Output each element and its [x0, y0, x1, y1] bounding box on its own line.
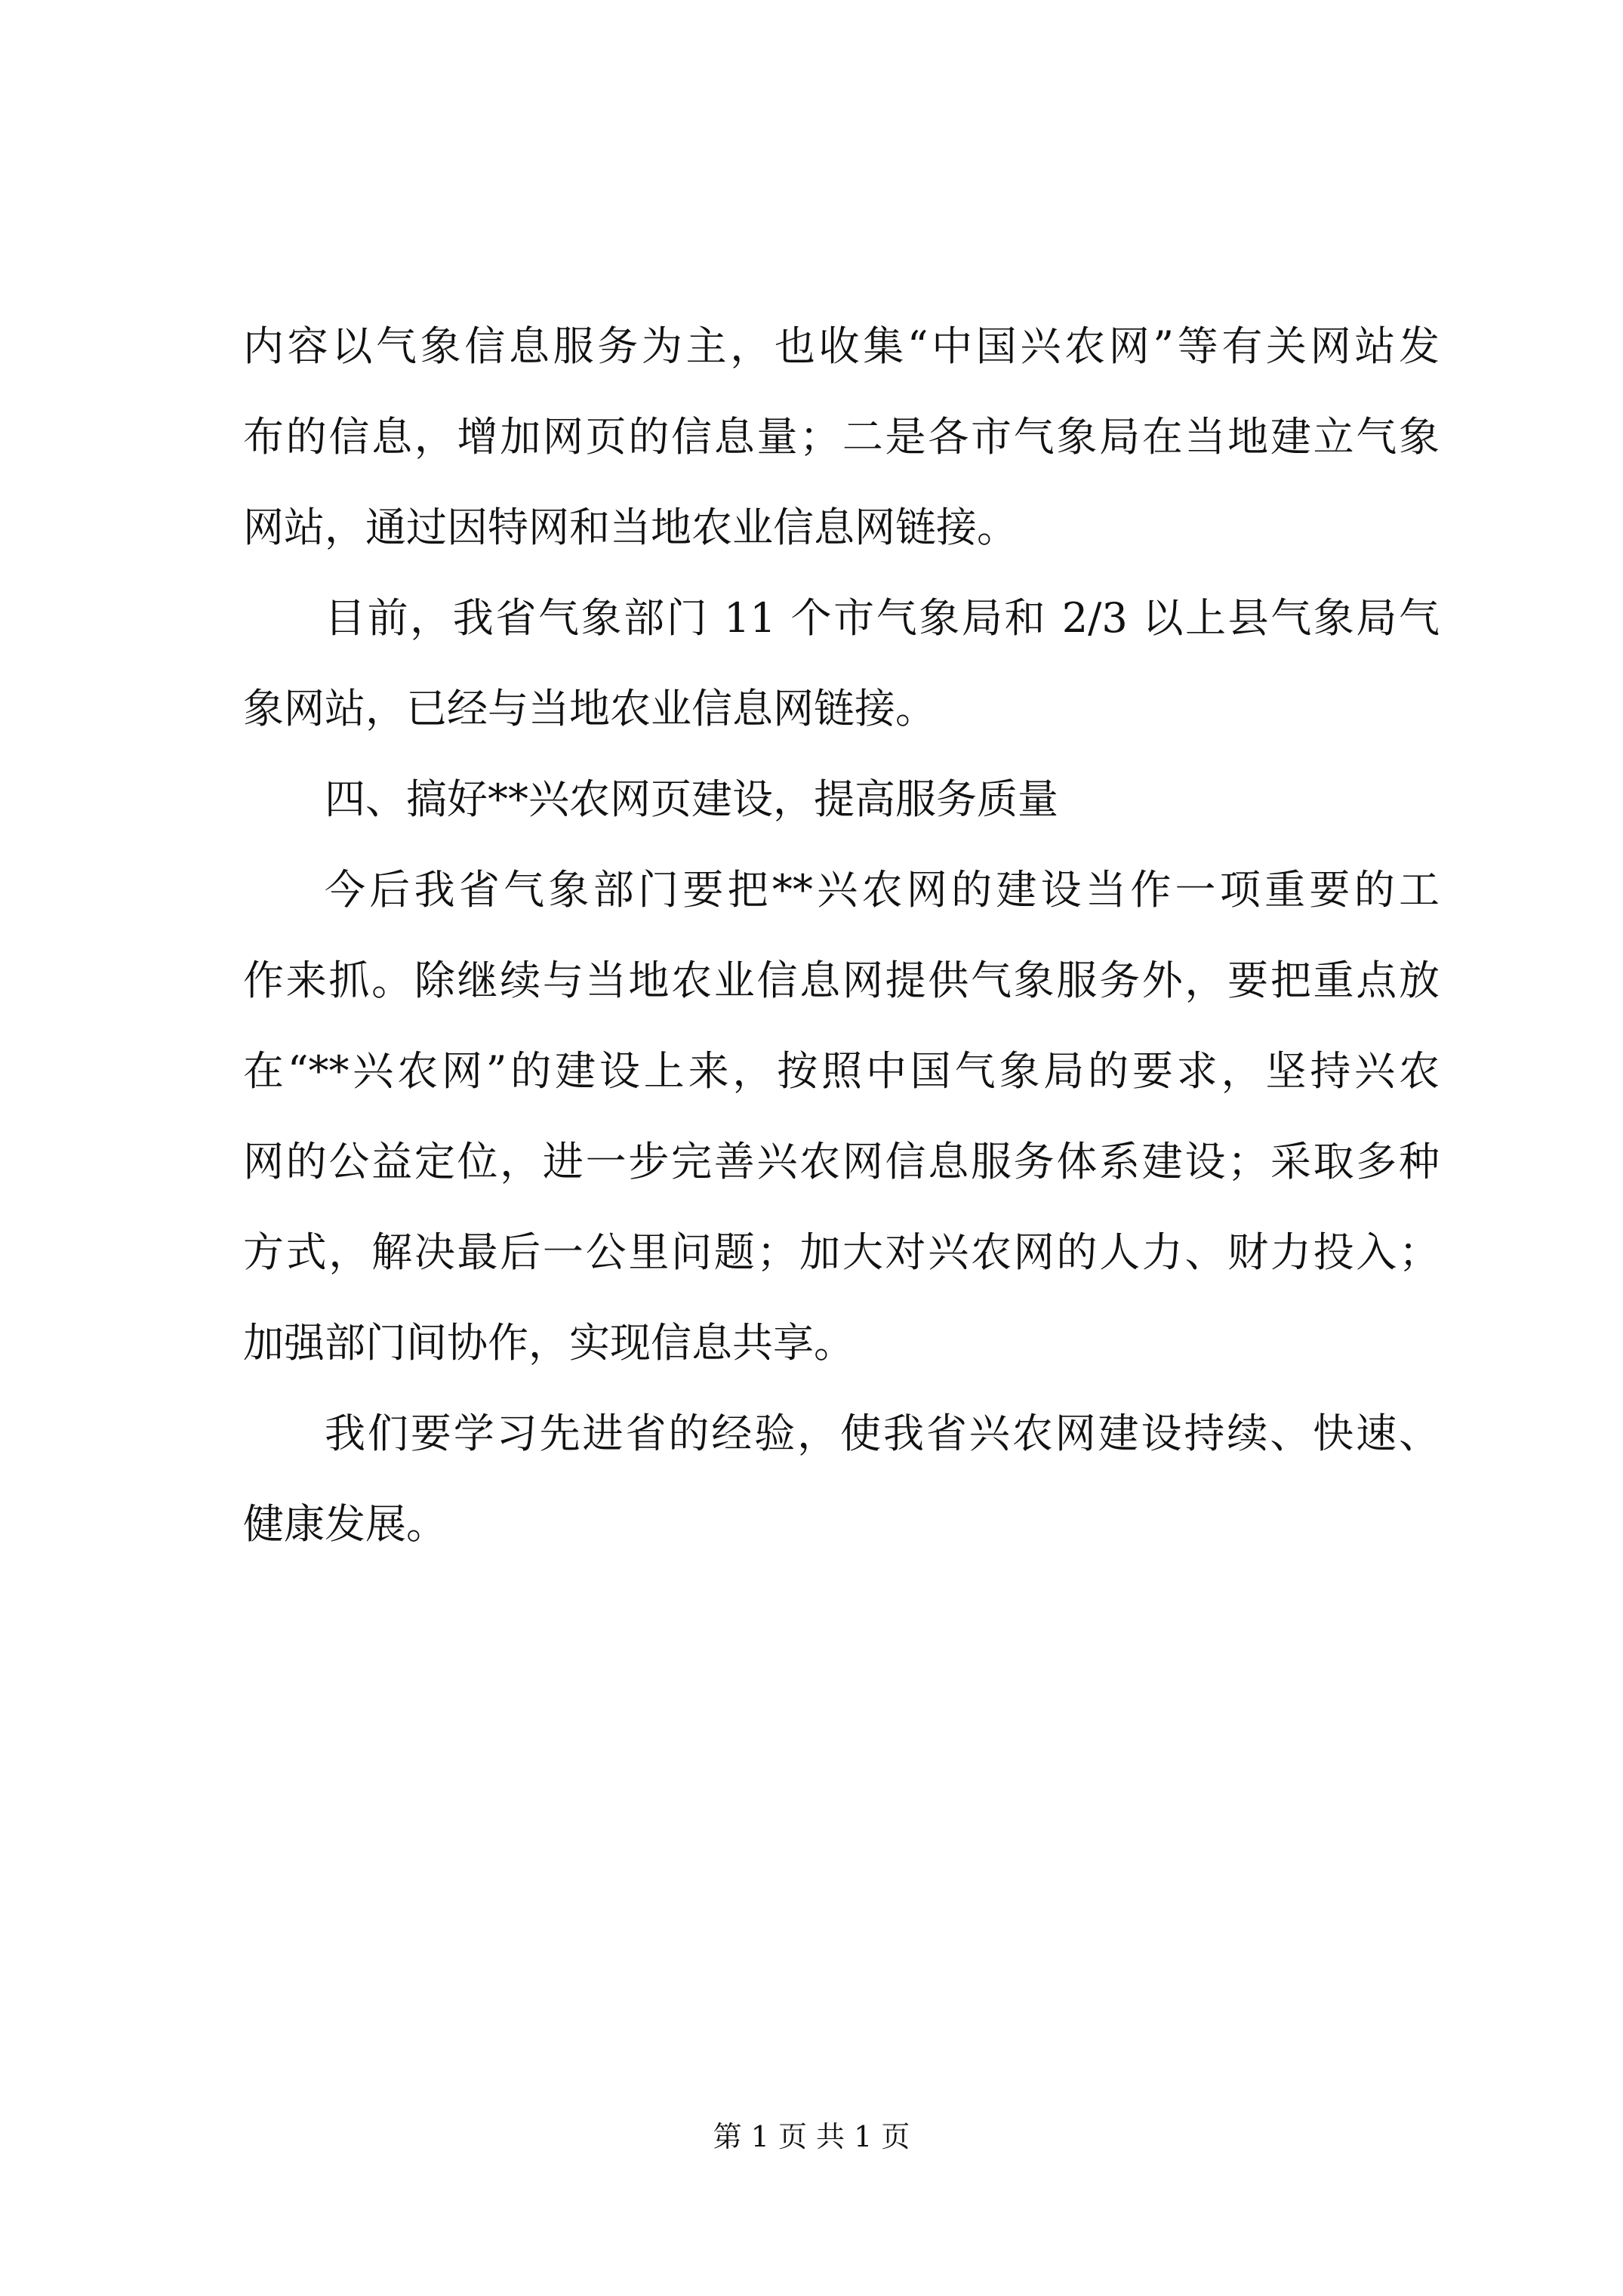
- paragraph-line: 我们要学习先进省的经验，使我省兴农网建设持续、快速、: [325, 1410, 1440, 1457]
- paragraph: [243, 1388, 1440, 1570]
- paragraph-line: 网站，通过因特网和当地农业信息网链接。: [243, 504, 1018, 551]
- paragraph-line: 布的信息，增加网页的信息量；二是各市气象局在当地建立气象: [243, 413, 1440, 461]
- paragraph-line: 内容以气象信息服务为主，也收集“中国兴农网”等有关网站发: [243, 322, 1440, 370]
- paragraph-line: 在“**兴农网”的建设上来，按照中国气象局的要求，坚持兴农: [243, 1047, 1440, 1095]
- paragraph-line: 健康发展。: [243, 1500, 447, 1548]
- paragraph-line: 作来抓。除继续与当地农业信息网提供气象服务外，要把重点放: [243, 957, 1440, 1004]
- section-heading: [243, 754, 1440, 845]
- page-number-footer: 第 1 页 共 1 页: [713, 2120, 910, 2153]
- paragraph-line: 方式，解决最后一公里问题；加大对兴农网的人力、财力投入；: [243, 1228, 1440, 1276]
- paragraph: [243, 573, 1440, 754]
- paragraph-line: 今后我省气象部门要把**兴农网的建设当作一项重要的工: [325, 866, 1440, 914]
- paragraph-line: 网的公益定位，进一步完善兴农网信息服务体系建设；采取多种: [243, 1138, 1440, 1185]
- document-body: [243, 301, 1440, 1570]
- heading-line: 四、搞好**兴农网页建设，提高服务质量: [325, 775, 1058, 823]
- paragraph-line: 目前，我省气象部门 11 个市气象局和 2/3 以上县气象局气: [325, 594, 1440, 642]
- paragraph: [243, 301, 1440, 573]
- paragraph: [243, 845, 1440, 1388]
- paragraph-line: 象网站，已经与当地农业信息网链接。: [243, 685, 936, 732]
- paragraph-line: 加强部门间协作，实现信息共享。: [243, 1319, 855, 1367]
